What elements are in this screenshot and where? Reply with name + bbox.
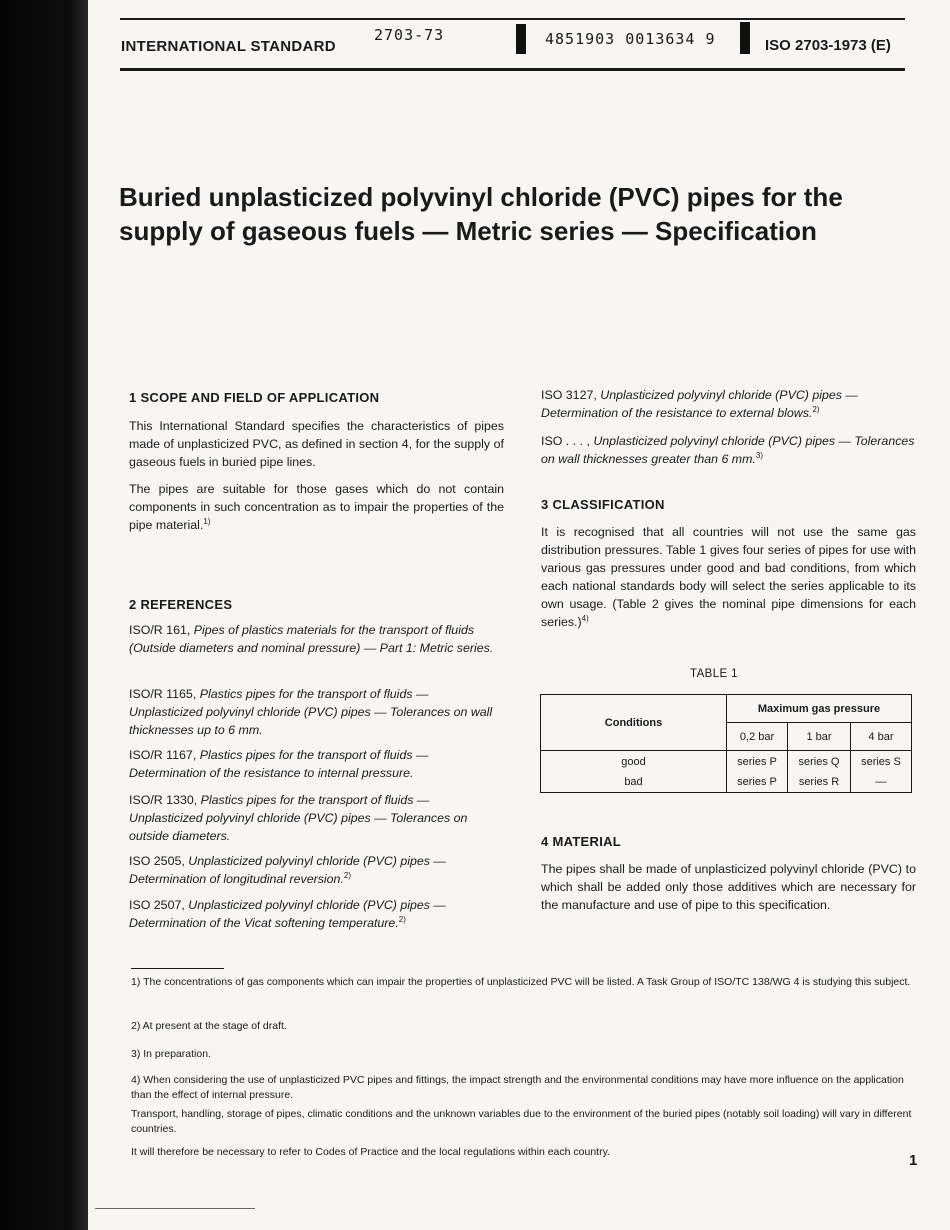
footnote-2: 2) At present at the stage of draft. — [131, 1020, 287, 1032]
reference-item: ISO/R 1165, Plastics pipes for the transport of fluids — Unplasticized polyvinyl chloride (PVC) pipes — Tolerances on wall thicknesses up to 6 mm. — [129, 687, 493, 737]
title-line-1: Buried unplasticized polyvinyl chloride (PVC) pipes for the — [119, 182, 843, 212]
footnote-4-final: It will therefore be necessary to refer to Codes of Practice and the local regulations within each country. — [131, 1146, 610, 1158]
table-1 — [540, 694, 912, 793]
title-line-2: supply of gaseous fuels — Metric series — Specification — [119, 216, 817, 246]
table-cell-condition: good — [541, 751, 727, 773]
section-2-heading: 2 REFERENCES — [129, 597, 233, 612]
table-row — [541, 773, 912, 793]
table-col-header: 1 bar — [788, 723, 851, 751]
header-series-label: INTERNATIONAL STANDARD — [121, 38, 336, 55]
footnote-3: 3) In preparation. — [131, 1048, 211, 1060]
footnote-4-continued: Transport, handling, storage of pipes, climatic conditions and the unknown variables due to the environment of the buried pipes (notably soil loading) will vary in different countries. — [131, 1108, 912, 1135]
footnote-4: 4) When considering the use of unplasticized PVC pipes and fittings, the impact strength and the environmental conditions may have more influence on the application than the effect of internal pressure. — [131, 1074, 904, 1101]
table-header-max-pressure: Maximum gas pressure — [727, 695, 912, 723]
footnote-ref: 1) — [203, 516, 211, 526]
header-barcode-mark — [516, 24, 526, 54]
header-handwritten-code: 2703-73 — [374, 26, 445, 44]
scan-dark-edge — [0, 0, 88, 1230]
footnote-separator — [131, 968, 224, 969]
document-title — [119, 180, 919, 248]
table-cell: series P — [727, 773, 788, 793]
reference-item: ISO 2507, Unplasticized polyvinyl chloride (PVC) pipes — Determination of the Vicat softening temperature.$^{2)}$ — [129, 898, 446, 930]
section-1-heading: 1 SCOPE AND FIELD OF APPLICATION — [129, 390, 380, 405]
table-col-header: 0,2 bar — [727, 723, 788, 751]
section-3-paragraph: It is recognised that all countries will not use the same gas distribution pressures. Table 1 gives four series of pipes for use with various gas pressures under good and bad conditions, from which each national standards body will select the series applicable to its own usage. (Table 2 gives the nominal pipe dimensions for each series.)$^{4)}$ — [541, 525, 916, 629]
reference-item: ISO 2505, Unplasticized polyvinyl chloride (PVC) pipes — Determination of longitudinal reversion.$^{2)}$ — [129, 854, 446, 886]
table-cell: — — [850, 773, 911, 793]
reference-item: ISO/R 1330, Plastics pipes for the transport of fluids — Unplasticized polyvinyl chloride (PVC) pipes — Tolerances on outside diameters. — [129, 793, 468, 843]
page-number: 1 — [909, 1152, 918, 1169]
table-cell: series P — [727, 751, 788, 773]
reference-item: ISO/R 1167, Plastics pipes for the transport of fluids — Determination of the resistance to internal pressure. — [129, 748, 429, 780]
header-top-rule — [120, 18, 905, 20]
table-header-conditions: Conditions — [541, 695, 727, 751]
scan-bottom-mark — [95, 1208, 255, 1209]
header-standard-id: ISO 2703-1973 (E) — [765, 37, 891, 54]
header-barcode-mark-2 — [740, 22, 750, 54]
footnote-1: 1) The concentrations of gas components which can impair the properties of unplasticized PVC will be listed. A Task Group of ISO/TC 138/WG 4 is studying this subject. — [131, 976, 911, 988]
section-1-paragraph-2: The pipes are suitable for those gases which do not contain components in such concentration as to impair the properties of the pipe material.$^{1)}$ — [129, 482, 504, 532]
section-1-paragraph-1: This International Standard specifies the characteristics of pipes made of unplasticized PVC, as defined in section 4, for the supply of gaseous fuels in buried pipe lines. — [129, 419, 504, 469]
reference-item: ISO/R 161, Pipes of plastics materials for the transport of fluids (Outside diameters and nominal pressure) — Part 1: Metric series. — [129, 623, 494, 655]
reference-item: ISO 3127, Unplasticized polyvinyl chloride (PVC) pipes — Determination of the resistance to external blows.$^{2)}$ — [541, 388, 858, 420]
table-cell: series Q — [788, 751, 851, 773]
header-bottom-rule — [120, 68, 905, 71]
section-4-paragraph: The pipes shall be made of unplasticized polyvinyl chloride (PVC) to which shall be added only those additives which are necessary for the manufacture and use of pipe to this specification. — [541, 862, 916, 912]
table-row — [541, 751, 912, 773]
table-1-caption: TABLE 1 — [690, 668, 738, 680]
table-col-header: 4 bar — [850, 723, 911, 751]
section-3-heading: 3 CLASSIFICATION — [541, 497, 665, 512]
header-document-number: 4851903 0013634 9 — [545, 30, 716, 48]
section-4-heading: 4 MATERIAL — [541, 834, 622, 849]
table-cell: series R — [788, 773, 851, 793]
reference-item: ISO . . . , Unplasticized polyvinyl chloride (PVC) pipes — Tolerances on wall thicknesses greater than 6 mm.$^{3)}$ — [541, 434, 915, 466]
table-cell-condition: bad — [541, 773, 727, 793]
table-cell: series S — [850, 751, 911, 773]
